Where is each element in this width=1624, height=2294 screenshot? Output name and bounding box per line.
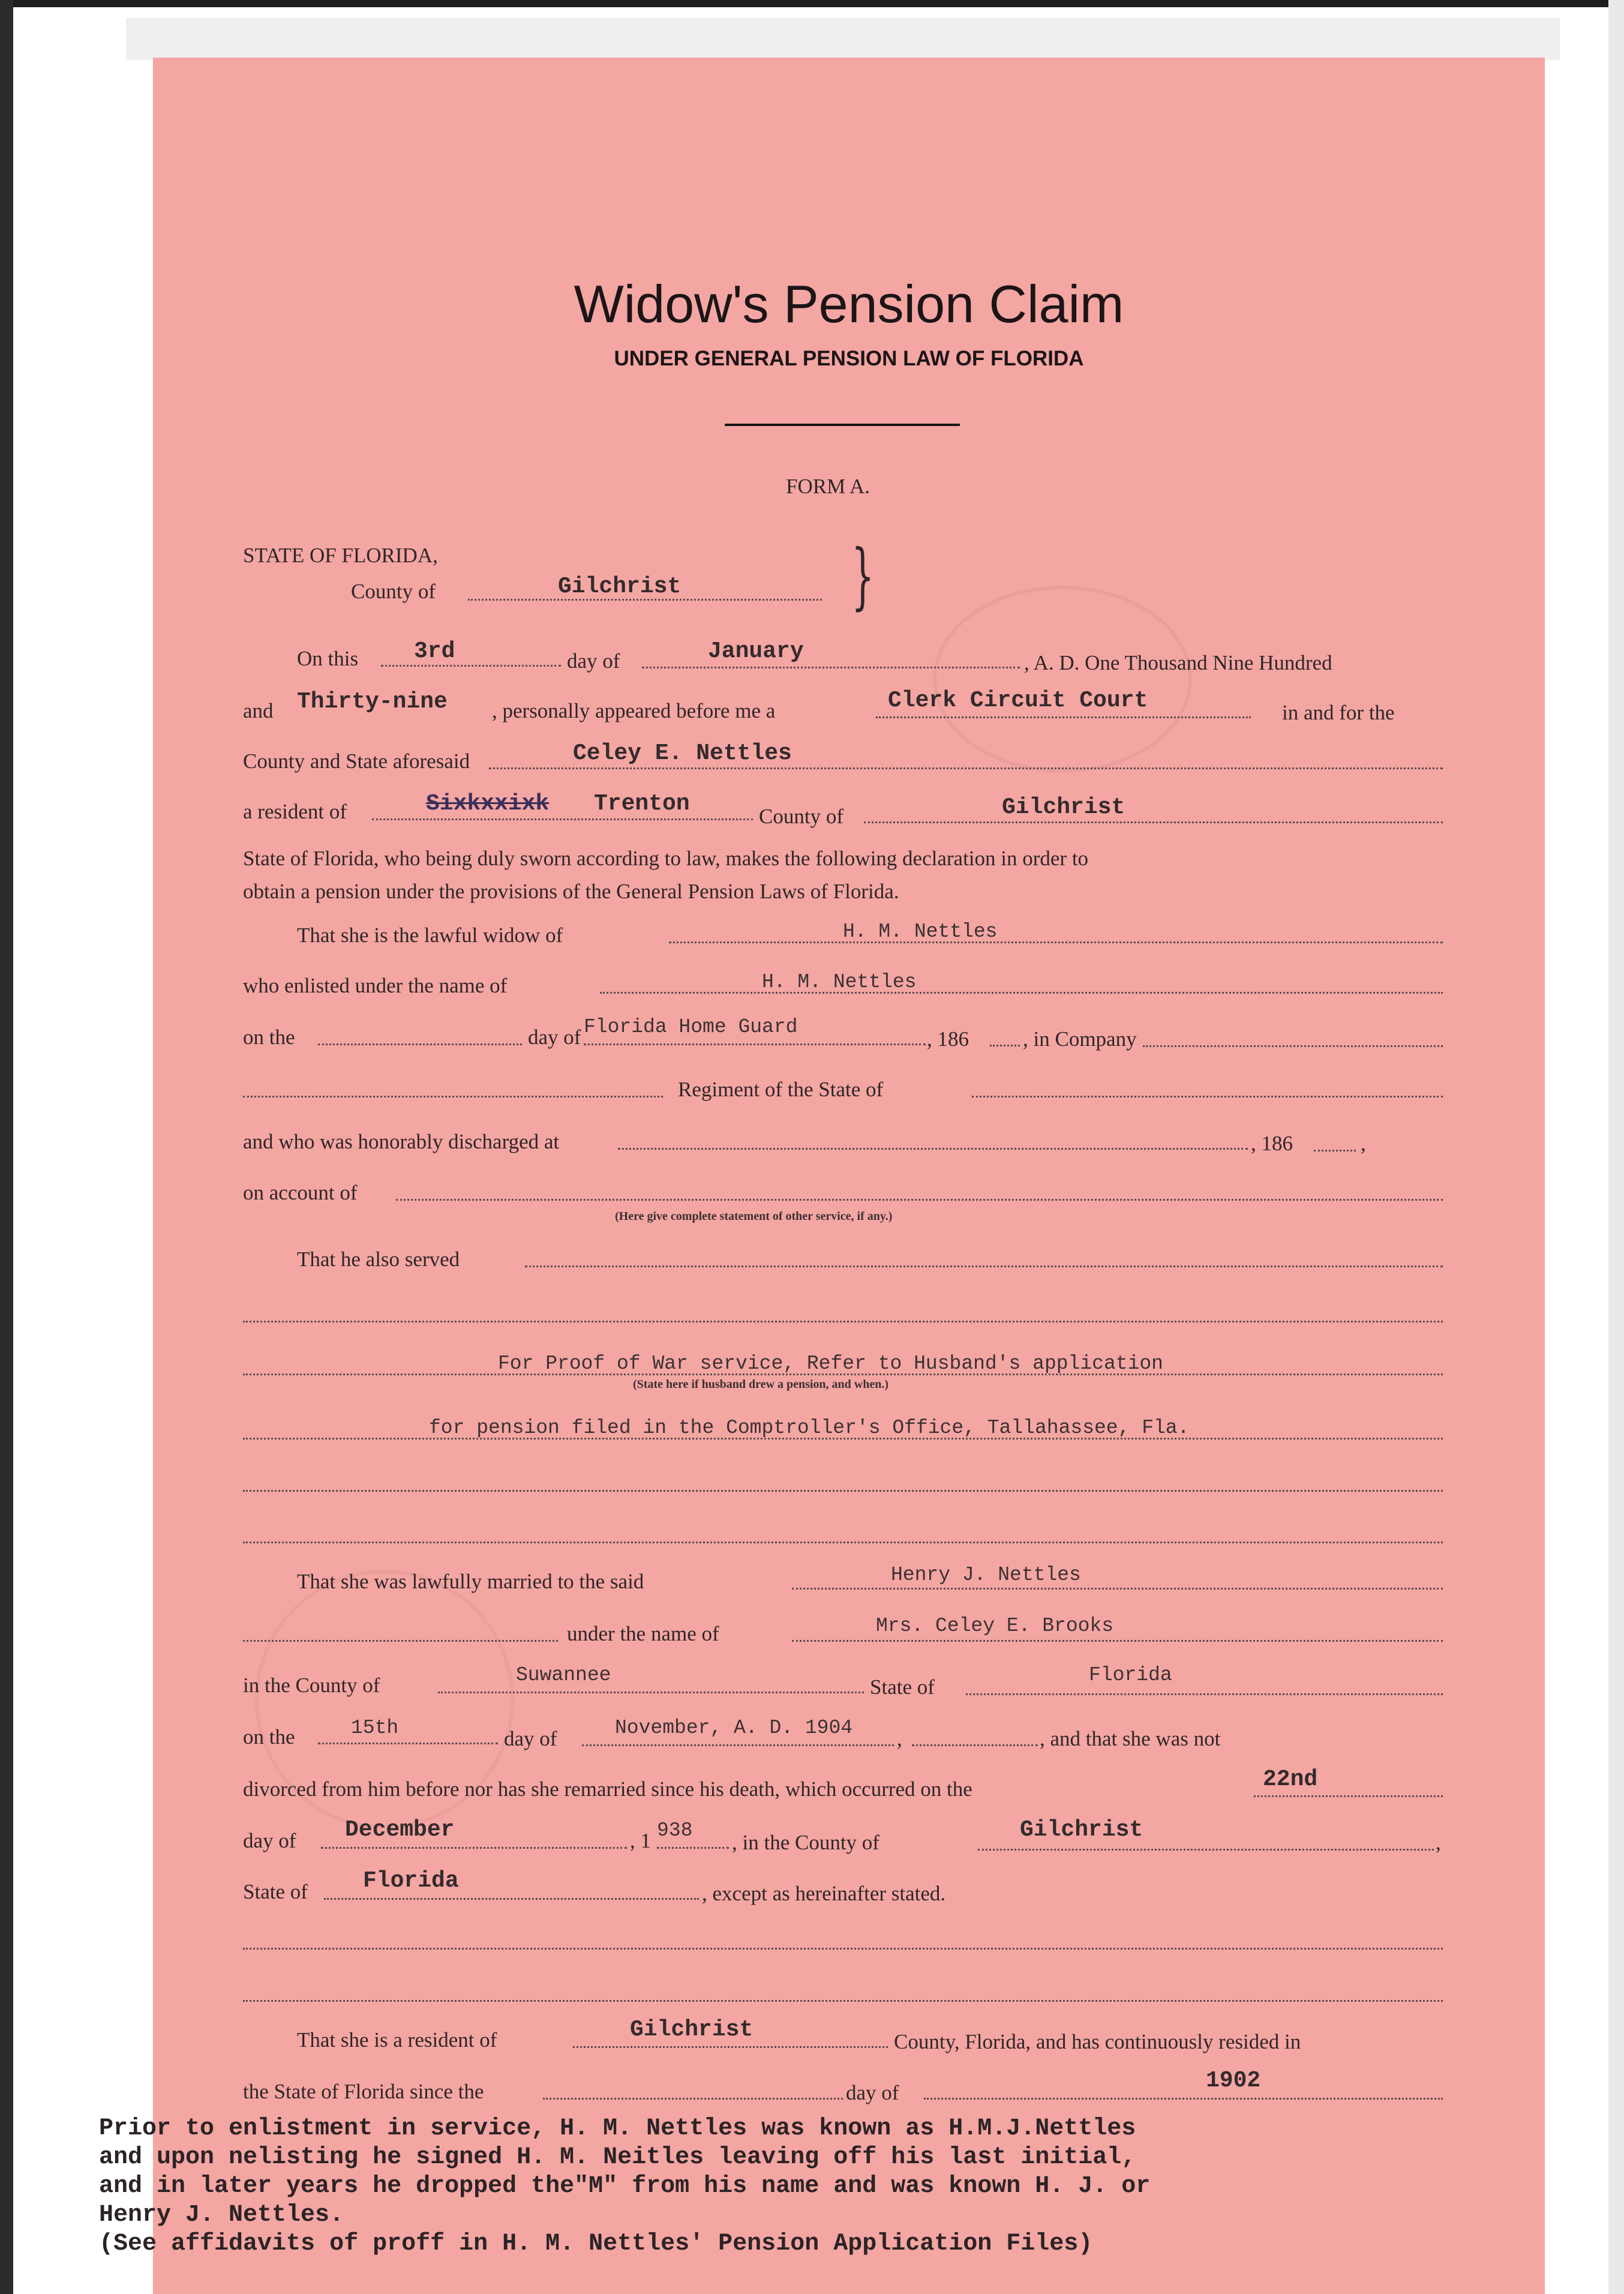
since-year-value: 1902	[1206, 2068, 1261, 2094]
footnote-line-2: and upon nelisting he signed H. M. Neitles leaving off his last initial,	[99, 2144, 1136, 2171]
regiment-label: Regiment of the State of	[678, 1078, 884, 1101]
regiment-line	[243, 1096, 663, 1097]
scanner-edge-right	[1608, 0, 1624, 2294]
form-subtitle: UNDER GENERAL PENSION LAW OF FLORIDA	[614, 347, 1084, 370]
county-value: Gilchrist	[558, 574, 682, 599]
footnote-line-4: Henry J. Nettles.	[99, 2202, 344, 2229]
death-county-label: , in the County of	[732, 1831, 879, 1854]
marriage-county-label: in the County of	[243, 1674, 380, 1697]
proof-text: For Proof of War service, Refer to Husband's application	[498, 1353, 1163, 1375]
widow-label: That she is the lawful widow of	[297, 923, 563, 947]
typed-footnote	[99, 2115, 1150, 2259]
divorced-text: divorced from him before nor has she remarried since his death, which occurred on the	[243, 1777, 972, 1801]
death-county-line	[978, 1849, 1434, 1851]
footnote-line-5: (See affidavits of proff in H. M. Nettles' Pension Application Files)	[99, 2230, 1093, 2257]
marriage-day-value: 15th	[351, 1717, 399, 1739]
on-this-label: On this	[297, 647, 359, 670]
marriage-day-of-label: day of	[504, 1727, 557, 1750]
company-line	[1143, 1045, 1443, 1047]
resident-county-line	[573, 2046, 888, 2048]
scanner-edge-top	[0, 0, 1624, 7]
death-day-line	[1254, 1795, 1443, 1797]
blank-line-2	[243, 1542, 1443, 1543]
maiden-line	[792, 1640, 1443, 1642]
proof-text-2: for pension filed in the Comptroller's Office, Tallahassee, Fla.	[429, 1417, 1190, 1439]
marriage-state-label: State of	[870, 1675, 935, 1699]
form-title: Widow's Pension Claim	[574, 274, 1124, 334]
claimant-line	[489, 767, 1443, 769]
maiden-name: Mrs. Celey E. Brooks	[876, 1615, 1114, 1637]
resident-county-value: Gilchrist	[630, 2017, 754, 2043]
discharged-comma: ,	[1361, 1132, 1366, 1155]
backing-sheet	[126, 18, 1560, 60]
ad-text: , A. D. One Thousand Nine Hundred	[1024, 651, 1332, 674]
year-words-value: Thirty-nine	[297, 689, 448, 715]
marriage-day-line	[318, 1743, 498, 1744]
county-of-label-2: County of	[759, 805, 843, 828]
appeared-text: , personally appeared before me a	[492, 699, 776, 722]
official-value: Clerk Circuit Court	[888, 688, 1148, 713]
enlisted-label: who enlisted under the name of	[243, 974, 508, 997]
under-name-label: under the name of	[567, 1622, 719, 1645]
account-label: on account of	[243, 1181, 358, 1204]
except-text: , except as hereinafter stated.	[702, 1882, 946, 1905]
day-of-label: day of	[567, 649, 620, 673]
husband-name: Henry J. Nettles	[891, 1564, 1081, 1586]
discharged-year-line	[1314, 1150, 1356, 1152]
marriage-comma: ,	[897, 1727, 902, 1750]
enlist-year-line	[990, 1045, 1020, 1046]
enlisted-name-value: H. M. Nettles	[762, 971, 917, 993]
blank-line-3	[243, 1948, 1443, 1950]
enlist-month-line	[584, 1043, 926, 1045]
county-brace: }	[851, 535, 875, 618]
unit-value: Florida Home Guard	[584, 1016, 798, 1038]
pension-form-sheet	[153, 58, 1545, 2294]
resident-of-label: a resident of	[243, 800, 347, 823]
claimant-name: Celey E. Nettles	[573, 740, 792, 766]
also-served-line	[525, 1266, 1443, 1267]
marriage-on-label: on the	[243, 1725, 295, 1749]
death-year-value: 938	[657, 1819, 693, 1842]
declaration-line-1: State of Florida, who being duly sworn according to law, makes the following declaration in order to	[243, 847, 1089, 870]
not-divorced-text: , and that she was not	[1040, 1727, 1221, 1750]
discharged-line	[618, 1148, 1248, 1150]
form-label: FORM A.	[786, 475, 870, 498]
death-state-label: State of	[243, 1880, 308, 1903]
discharged-year-text: , 186	[1251, 1132, 1293, 1155]
death-month-value: December	[345, 1817, 455, 1843]
death-year-prefix: , 1	[630, 1829, 651, 1852]
state-label: STATE OF FLORIDA,	[243, 544, 438, 567]
county-value-2: Gilchrist	[1002, 794, 1125, 820]
title-rule	[725, 424, 960, 426]
bleed-through-seal	[933, 586, 1192, 773]
marriage-county-line	[438, 1692, 864, 1693]
company-label: , in Company	[1023, 1027, 1137, 1051]
death-day-of-label: day of	[243, 1829, 296, 1852]
declaration-line-2: obtain a pension under the provisions of the General Pension Laws of Florida.	[243, 880, 899, 903]
death-county-value: Gilchrist	[1020, 1817, 1143, 1843]
blank-line-4	[243, 2000, 1443, 2002]
month-line	[642, 667, 1020, 668]
under-name-pre-line	[243, 1640, 558, 1642]
death-comma: ,	[1436, 1831, 1441, 1854]
death-month-line	[321, 1847, 627, 1849]
on-the-label: on the	[243, 1025, 295, 1049]
enlisted-line	[600, 992, 1443, 994]
account-note: (Here give complete statement of other service, if any.)	[615, 1210, 893, 1223]
marriage-date-value: November, A. D. 1904	[615, 1717, 853, 1739]
day-value: 3rd	[414, 638, 455, 664]
county-line-2	[864, 821, 1443, 823]
death-year-line	[657, 1847, 729, 1849]
marriage-state-line	[966, 1693, 1443, 1695]
struck-typing: Sixkxxixk	[426, 791, 550, 817]
resided-text: County, Florida, and has continuously resided in	[894, 2030, 1301, 2053]
also-served-label: That he also served	[297, 1248, 460, 1271]
in-and-for-text: in and for the	[1282, 701, 1395, 724]
since-label: the State of Florida since the	[243, 2080, 484, 2103]
regiment-state-line	[972, 1096, 1443, 1097]
marriage-county-value: Suwannee	[516, 1664, 611, 1686]
footnote-line-3: and in later years he dropped the"M" from his name and was known H. J. or	[99, 2173, 1151, 2200]
blank-line-1	[243, 1490, 1443, 1492]
town-value: Trenton	[594, 791, 690, 817]
official-line	[876, 716, 1251, 718]
since-day-of-label: day of	[846, 2081, 899, 2104]
marriage-date-line	[582, 1744, 894, 1746]
enlist-day-line	[318, 1043, 522, 1045]
death-state-value: Florida	[363, 1868, 459, 1894]
death-state-line	[324, 1898, 699, 1900]
day-line	[381, 665, 561, 667]
residence-line	[372, 818, 753, 820]
scanner-edge-left	[0, 0, 13, 2294]
married-label: That she was lawfully married to the said	[297, 1570, 644, 1593]
proof-note: (State here if husband drew a pension, and when.)	[633, 1378, 889, 1391]
widow-of-value: H. M. Nettles	[843, 920, 998, 943]
county-state-label: County and State aforesaid	[243, 749, 470, 773]
since-day-line	[543, 2098, 843, 2100]
enlist-day-of-label: day of	[528, 1025, 581, 1049]
husband-line	[792, 1588, 1443, 1590]
enlist-year-text: , 186	[927, 1027, 969, 1051]
resident-label: That she is a resident of	[297, 2028, 497, 2052]
discharged-label: and who was honorably discharged at	[243, 1130, 560, 1153]
marriage-extra-line	[912, 1744, 1038, 1746]
footnote-line-1: Prior to enlistment in service, H. M. Nettles was known as H.M.J.Nettles	[99, 2115, 1136, 2142]
and-label: and	[243, 699, 274, 722]
county-label: County of	[351, 580, 436, 603]
month-value: January	[708, 638, 804, 664]
marriage-state-value: Florida	[1089, 1664, 1172, 1686]
account-line	[396, 1199, 1443, 1201]
service-line-2	[243, 1321, 1443, 1323]
death-day-value: 22nd	[1263, 1767, 1318, 1792]
since-year-line	[924, 2098, 1443, 2100]
widow-line	[669, 941, 1443, 943]
